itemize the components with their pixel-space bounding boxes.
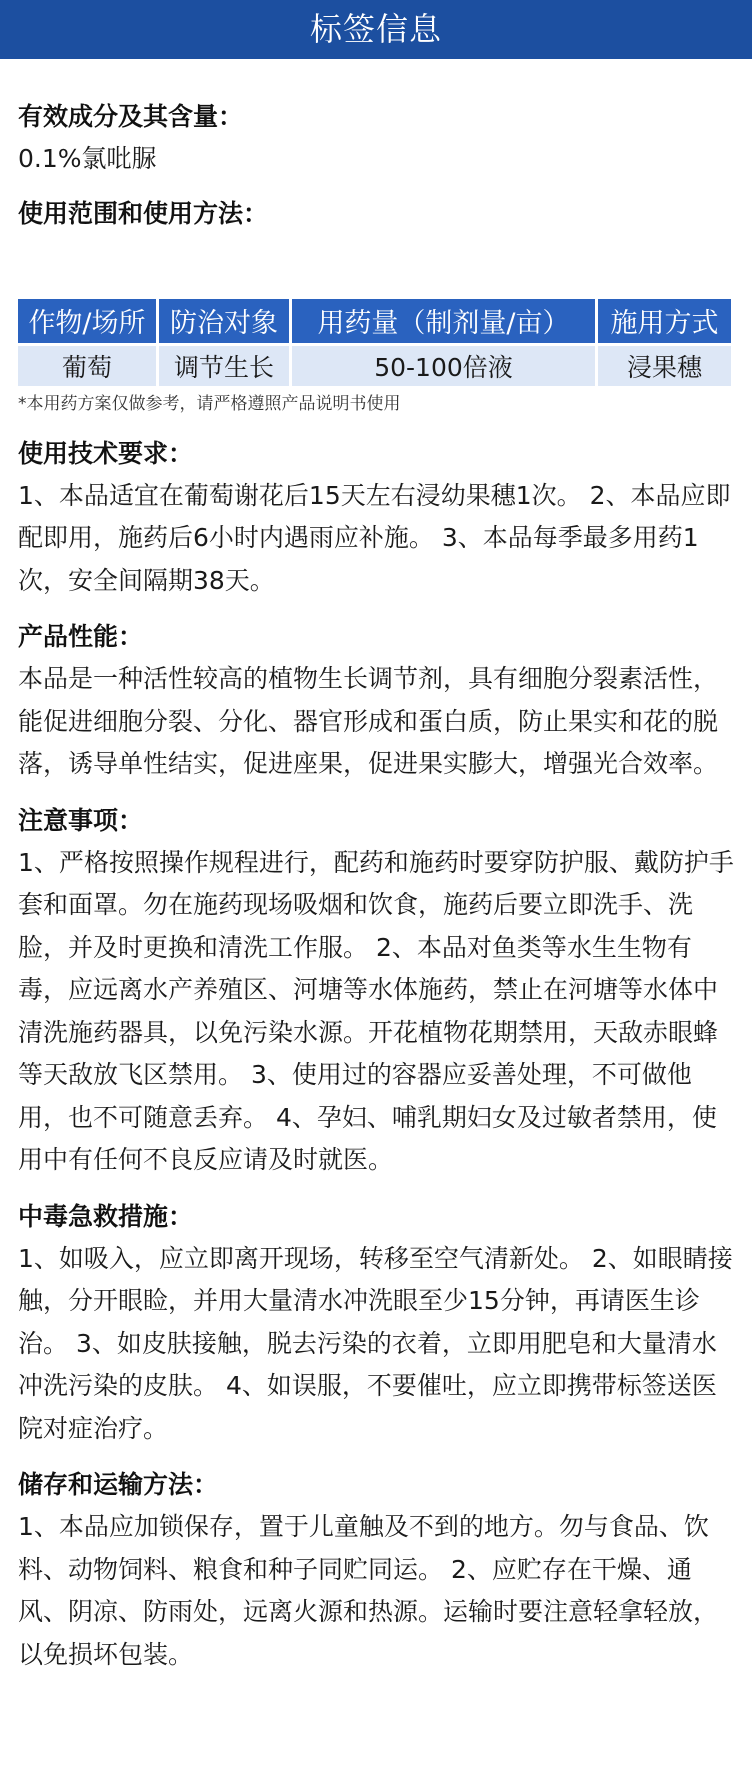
tech-requirements-text: 1、本品适宜在葡萄谢花后15天左右浸幼果穗1次。 2、本品应即配即用，施药后6小时内遇雨应补施。 3、本品每季最多用药1次，安全间隔期38天。 <box>18 480 731 595</box>
storage-text: 1、本品应加锁保存，置于儿童触及不到的地方。勿与食品、饮料、动物饲料、粮食和种子同贮同运。 2、应贮存在干燥、通风、阴凉、防雨处，远离火源和热源。运输时要注意轻拿轻放，以免损坏包装。 <box>18 1512 719 1669</box>
page-header <box>0 0 752 59</box>
performance-text: 本品是一种活性较高的植物生长调节剂，具有细胞分裂素活性，能促进细胞分裂、分化、器官形成和蛋白质，防止果实和花的脱落，诱导单性结实，促进座果，促进果实膨大，增强光合效率。 <box>18 664 719 778</box>
usage-table-cell-target: 调节生长 <box>159 346 289 386</box>
caution-title: 注意事项： <box>18 805 144 835</box>
label-content <box>0 96 752 1676</box>
table-row <box>18 346 731 386</box>
usage-table-header-crop: 作物/场所 <box>18 299 156 343</box>
storage-title: 储存和运输方法： <box>18 1470 219 1499</box>
usage-table-cell-dosage: 50-100倍液 <box>292 346 595 386</box>
usage-table <box>15 296 734 389</box>
usage-title: 使用范围和使用方法： <box>18 198 269 228</box>
caution-text: 1、严格按照操作规程进行，配药和施药时要穿防护服、戴防护手套和面罩。勿在施药现场吸烟和饮食，施药后要立即洗手、洗脸，并及时更换和清洗工作服。 2、本品对鱼类等水生生物有毒，应远离水产养殖区、河塘等水体施药，禁止在河塘等水体中清洗施药器具，以免污染水源。开花植物花期禁用，天敌赤眼蜂等天敌放飞区禁用。 3、使用过的容器应妥善处理，不可做他用，也不可随意丢弃。 4、孕妇、哺乳期妇女及过敏者禁用，使用中有任何不良反应请及时就医。 <box>18 847 734 1174</box>
first-aid-title: 中毒急救措施： <box>18 1201 194 1231</box>
tech-requirements-title: 使用技术要求： <box>18 438 194 468</box>
ingredient-title: 有效成分及其含量： <box>18 102 244 131</box>
first-aid-text: 1、如吸入，应立即离开现场，转移至空气清新处。 2、如眼睛接触，分开眼睑，并用大量清水冲洗眼至少15分钟，再请医生诊治。 3、如皮肤接触，脱去污染的衣着，立即用肥皂和大量清水冲洗污染的皮肤。 4、如误服，不要催吐，应立即携带标签送医院对症治疗。 <box>18 1243 733 1443</box>
usage-note: *本用药方案仅做参考，请严格遵照产品说明书使用 <box>18 393 401 414</box>
usage-table-cell-method: 浸果穗 <box>598 346 731 386</box>
page-title: 标签信息 <box>309 10 442 48</box>
usage-table-header-row <box>18 299 731 343</box>
usage-table-header-dosage: 用药量（制剂量/亩） <box>292 299 595 343</box>
usage-table-header-target: 防治对象 <box>159 299 289 343</box>
performance-title: 产品性能： <box>18 622 144 651</box>
ingredient-text: 0.1%氯吡脲 <box>18 144 157 173</box>
usage-table-header-method: 施用方式 <box>598 299 731 343</box>
usage-table-cell-crop: 葡萄 <box>18 346 156 386</box>
